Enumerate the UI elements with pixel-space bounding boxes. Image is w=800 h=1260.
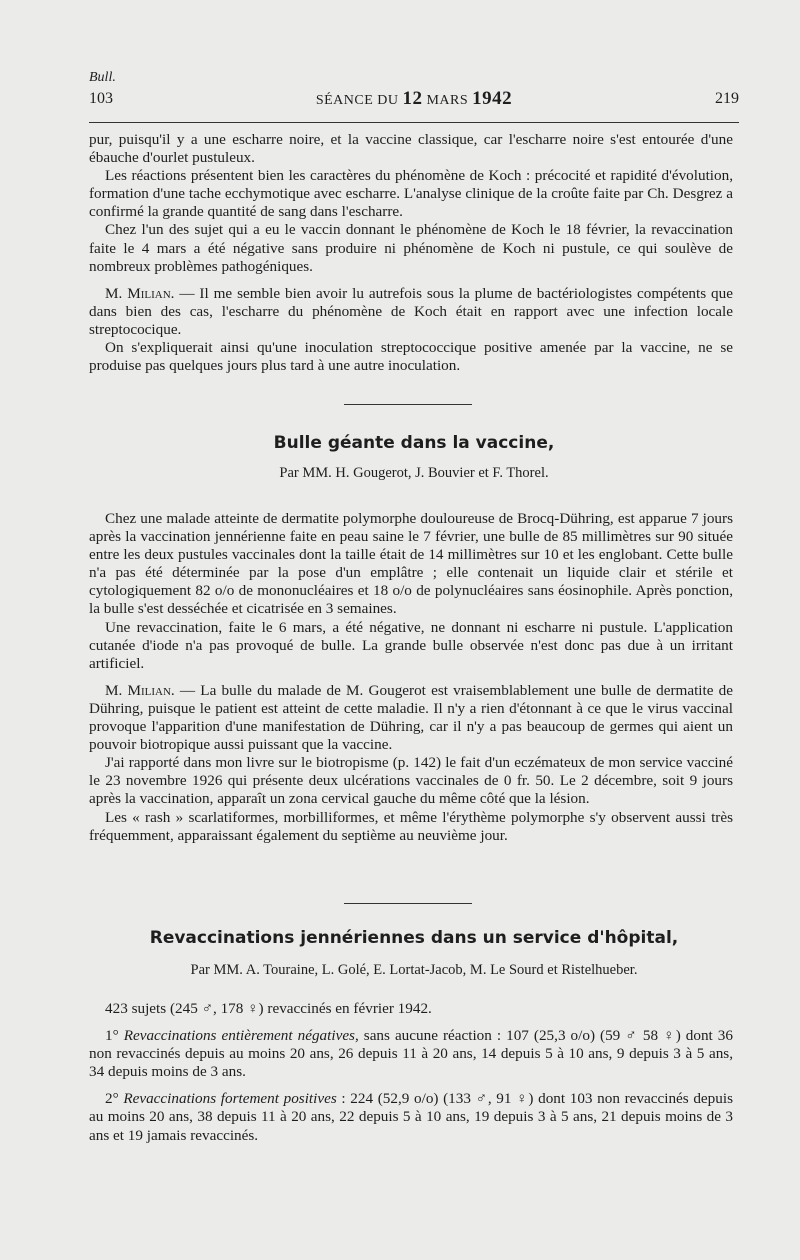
- item-text: : 224 (52,9 o/o) (133 ♂, 91 ♀) dont 103 non revaccinés depuis au moins 20 ans, 38 depuis 11 à 20 ans, 22 depuis 5 à 10 ans, 19 depuis 3 à 5 ans, 21 depuis moins de 3 ans et 19 jamais revaccinés.: [89, 1090, 733, 1144]
- running-head-title: [89, 88, 739, 110]
- speaker-name: M. Milian.: [105, 681, 175, 699]
- section-divider: [344, 404, 472, 405]
- item-heading: Revaccinations entièrement négatives: [123, 1027, 355, 1045]
- header-rule: [89, 122, 739, 123]
- journal-abbrev: Bull.: [89, 70, 116, 85]
- item-heading: Revaccinations fortement positives: [123, 1090, 337, 1108]
- speaker-text: — Il me semble bien avoir lu autrefois sous la plume de bactériologistes compétents que dans bien des cas, l'escharre du phénomène de Koch était en rapport avec une infection locale streptococique.: [89, 284, 733, 338]
- paragraph: J'ai rapporté dans mon livre sur le biotropisme (p. 142) le fait d'un eczémateux de mon service vacciné le 23 novembre 1926 qui présente deux ulcérations vaccinales de 0 fr. 50. Le 2 décembre, soit 9 jours après la vaccination, apparaît un zona cervical gauche du même côté que la lésion.: [89, 754, 733, 808]
- item-number: 2°: [105, 1090, 124, 1108]
- speaker-name: M. Milian.: [105, 284, 175, 302]
- discussion-paragraph: [89, 285, 733, 339]
- article-title: Bulle géante dans la vaccine,: [273, 433, 555, 453]
- page-number: 219: [715, 90, 739, 107]
- paragraph: Les « rash » scarlatiformes, morbilliformes, et même l'érythème polymorphe s'y observent aussi très fréquemment, apparaissant également du septième au neuvième jour.: [89, 808, 733, 844]
- paragraph: Une revaccination, faite le 6 mars, a été négative, ne donnant ni escharre ni pustule. L'application cutanée d'iode n'a pas provoqué de bulle. La grande bulle observée n'est donc pas due à un irritant artificiel.: [89, 618, 733, 672]
- running-head-prefix: SÉANCE DU: [315, 93, 399, 108]
- paragraph: On s'expliquerait ainsi qu'une inoculation streptococcique positive amenée par la vaccine, ne se produise pas quelques jours plus tard à une autre inoculation.: [89, 339, 733, 375]
- item-text: , sans aucune réaction : 107 (25,3 o/o) (59 ♂ 58 ♀) dont 36 non revaccinés depuis au moins 20 ans, 26 depuis 11 à 20 ans, 14 depuis 5 à 10 ans, 9 depuis 3 à 5 ans, 34 depuis moins de 3 ans.: [89, 1027, 733, 1081]
- article-byline: Par MM. A. Touraine, L. Golé, E. Lortat-Jacob, M. Le Sourd et Ristelhueber.: [190, 962, 638, 978]
- article-title: Revaccinations jennériennes dans un service d'hôpital,: [149, 928, 679, 948]
- running-head-year: 1942: [472, 88, 513, 109]
- paragraph: pur, puisqu'il y a une escharre noire, et la vaccine classique, car l'escharre noire s'est entourée d'une ébauche d'ourlet pustuleux.: [89, 131, 733, 167]
- running-header: [89, 90, 739, 114]
- running-head-month: MARS: [426, 93, 469, 108]
- paragraph: Chez une malade atteinte de dermatite polymorphe douloureuse de Brocq-Dühring, est apparue 7 jours après la vaccination jennérienne faite en peau saine le 7 février, une bulle de 85 millimètres sur 90 située entre les deux pustules vaccinales dont la taille était de 14 millimètres sur 10 et les englobant. Cette bulle n'a pas été déterminée par la pose d'un emplâtre ; elle contenait un liquide clair et stérile et cytologiquement 82 o/o de mononucléaires et 18 o/o de polynucléaires sans éosinophile. Après ponction, la bulle s'est desséchée et cicatrisée en 3 semaines.: [89, 510, 733, 618]
- list-item: [89, 1027, 733, 1081]
- section-continuation: [89, 131, 733, 375]
- article-body: [89, 1000, 733, 1145]
- speaker-text: — La bulle du malade de M. Gougerot est vraisemblablement une bulle de dermatite de Dühring, puisque le patient est atteint de cette maladie. Il n'y a rien d'étonnant à ce que le virus vaccinal provoque l'apparition d'une manifestation de Dühring, car il n'y a pas beaucoup de germes qui aient un pouvoir biotropique aussi puissant que la vaccine.: [89, 681, 733, 754]
- discussion-paragraph: [89, 682, 733, 754]
- article-byline: Par MM. H. Gougerot, J. Bouvier et F. Thorel.: [279, 465, 549, 481]
- volume-number: 103: [89, 90, 113, 107]
- running-head-day: 12: [402, 88, 423, 109]
- paragraph: Chez l'un des sujet qui a eu le vaccin donnant le phénomène de Koch le 18 février, la revaccination faite le 4 mars a été négative sans produire ni phénomène de Koch ni pustule, ce qui soulève de nombreux problèmes pathogéniques.: [89, 221, 733, 275]
- list-item: [89, 1090, 733, 1144]
- paragraph: Les réactions présentent bien les caractères du phénomène de Koch : précocité et rapidité d'évolution, formation d'une tache ecchymotique avec escharre. L'analyse clinique de la croûte faite par Ch. Desgrez a confirmé la grande quantité de sang dans l'escharre.: [89, 167, 733, 221]
- item-number: 1°: [105, 1027, 124, 1045]
- article-body: [89, 510, 733, 845]
- paragraph: 423 sujets (245 ♂, 178 ♀) revaccinés en février 1942.: [105, 1000, 432, 1017]
- section-divider: [344, 903, 472, 904]
